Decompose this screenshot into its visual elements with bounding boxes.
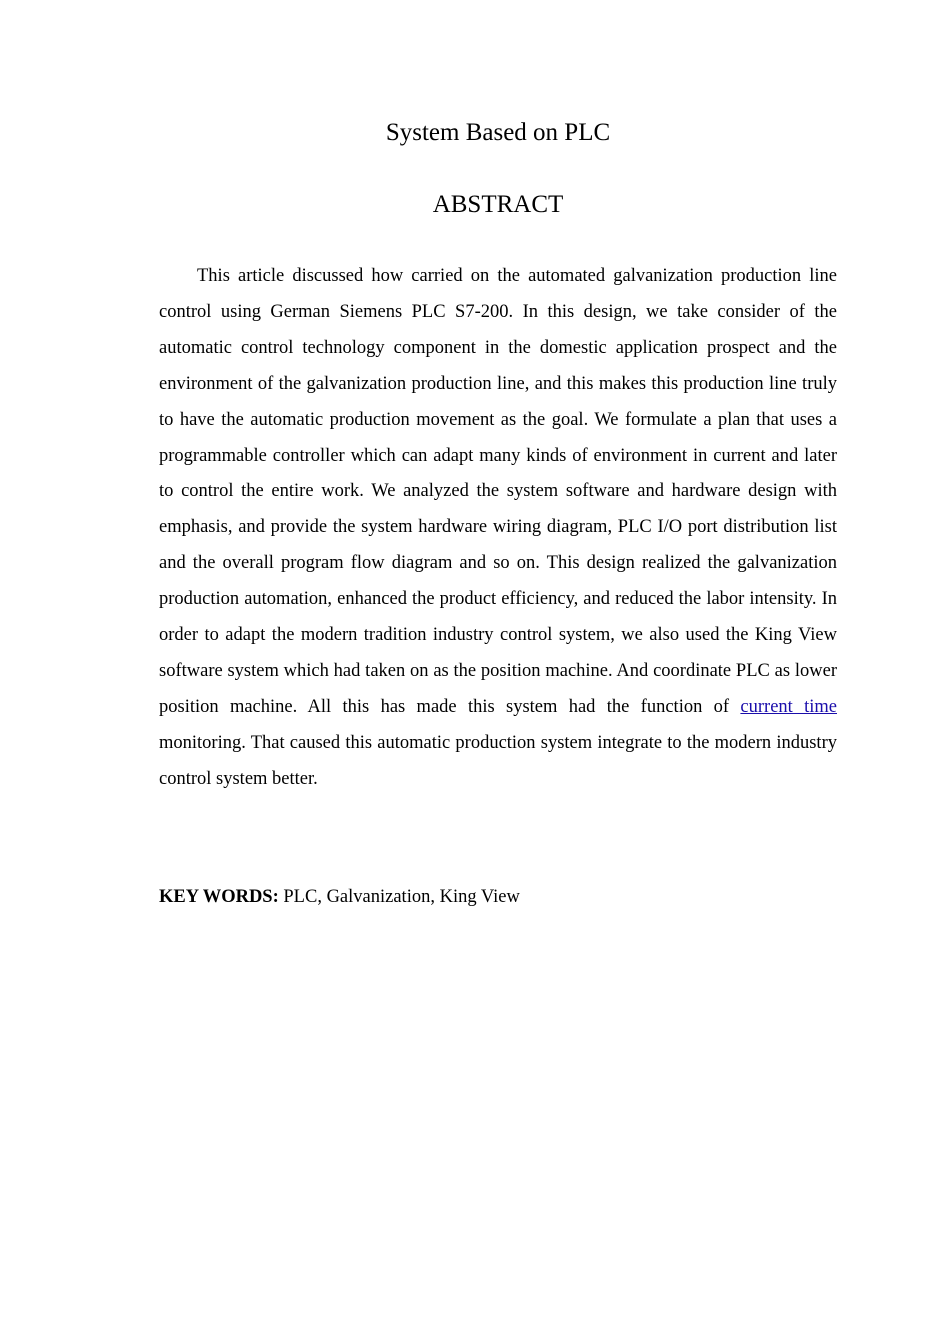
abstract-paragraph <box>159 259 837 798</box>
keywords-line <box>159 880 837 914</box>
keywords-label: KEY WORDS: <box>159 887 279 907</box>
keywords-value: PLC, Galvanization, King View <box>278 887 520 907</box>
current-time-link[interactable]: current time <box>740 696 837 717</box>
abstract-text-before-link: This article discussed how carried on the automated galvanization production line control using German Siemens PLC S7-200. In this design, we take consider of the automatic control technology component in the domestic application prospect and the environment of the galvanization production line, and this makes this production line truly to have the automatic production movement as the goal. We formulate a plan that uses a programmable controller which can adapt many kinds of environment in current and later to control the entire work. We analyzed the system software and hardware design with emphasis, and provide the system hardware wiring diagram, PLC I/O port distribution list and the overall program flow diagram and so on. This design realized the galvanization production automation, enhanced the product efficiency, and reduced the labor intensity. In order to adapt the modern tradition industry control system, we also used the King View software system which had taken on as the position machine. And coordinate PLC as lower position machine. All this has made this system had the function of <box>159 266 837 717</box>
abstract-heading: ABSTRACT <box>432 191 564 218</box>
abstract-text-after-link: monitoring. That caused this automatic production system integrate to the modern industry control system better. <box>159 732 837 789</box>
document-title: System Based on PLC <box>385 119 611 146</box>
